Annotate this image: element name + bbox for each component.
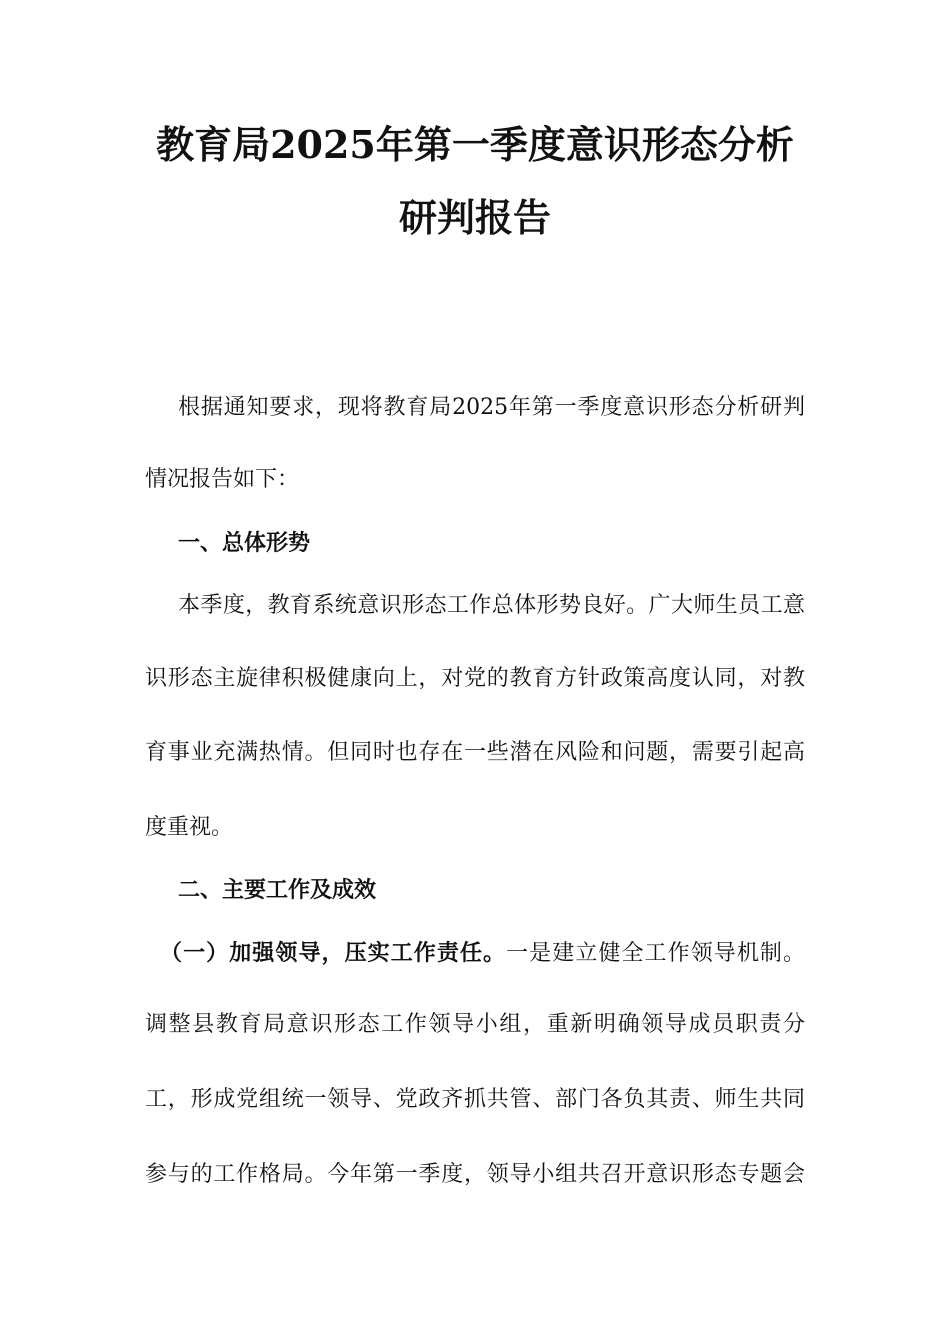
subsection-first-line: [160, 938, 805, 968]
intro-line: 情况报告如下：: [145, 467, 300, 492]
paragraph-line: 本季度，教育系统意识形态工作总体形势良好。广大师生员工意: [178, 593, 805, 618]
intro-line: 根据通知要求，现将教育局2025年第一季度意识形态分析研判: [178, 395, 805, 420]
document-title-line-2: 研判报告: [398, 195, 551, 240]
paragraph-line: 工，形成党组统一领导、党政齐抓共管、部门各负其责、师生共同: [145, 1087, 805, 1112]
section-heading-overall: 一、总体形势: [178, 530, 311, 556]
paragraph-line: 参与的工作格局。今年第一季度，领导小组共召开意识形态专题会: [145, 1162, 805, 1187]
paragraph-line: 调整县教育局意识形态工作领导小组，重新明确领导成员职责分: [145, 1012, 805, 1037]
subsection-heading: （一）加强领导，压实工作责任。: [160, 940, 507, 966]
paragraph-line: 育事业充满热情。但同时也存在一些潜在风险和问题，需要引起高: [145, 740, 805, 765]
section-heading-work: 二、主要工作及成效: [178, 877, 377, 903]
subsection-text: 一是建立健全工作领导机制。: [506, 941, 805, 966]
document-title-line-1: 教育局2025年第一季度意识形态分析: [156, 122, 794, 167]
paragraph-line: 识形态主旋律积极健康向上，对党的教育方针政策高度认同，对教: [145, 666, 805, 691]
paragraph-line: 度重视。: [145, 815, 234, 840]
